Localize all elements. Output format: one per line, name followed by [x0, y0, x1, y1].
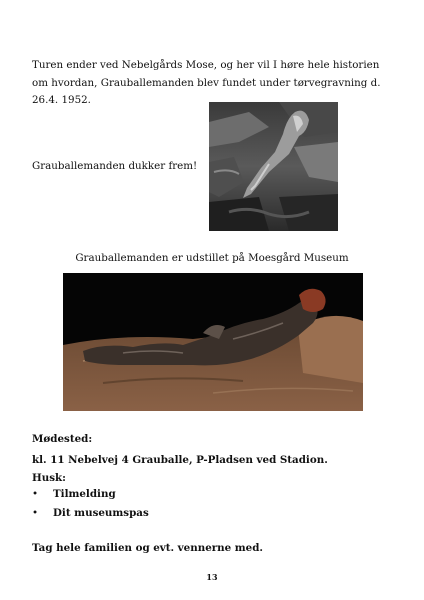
discovery-photo — [209, 102, 338, 231]
list-item — [32, 504, 149, 523]
page-number: 13 — [206, 572, 218, 582]
closing-line: Tag hele familien og evt. vennerne med. — [32, 542, 264, 554]
checklist — [32, 485, 149, 523]
meeting-label: Mødested: — [32, 433, 93, 445]
meeting-address: kl. 11 Nebelvej 4 Grauballe, P-Pladsen ved Stadion. — [32, 454, 328, 466]
list-item-label: Tilmelding — [53, 488, 116, 500]
photo-caption-discovery: Grauballemanden dukker frem! — [32, 160, 198, 172]
remember-label: Husk: — [32, 472, 66, 484]
intro-paragraph: Turen ender ved Nebelgårds Mose, og her vil I høre hele historien om hvordan, Grauballemanden blev fundet under tørvegravning d. 26.4. 1952. — [32, 59, 381, 106]
museum-photo — [63, 273, 363, 411]
photo-caption-museum: Grauballemanden er udstillet på Moesgård Museum — [75, 252, 349, 264]
list-item — [32, 485, 149, 504]
bullet-icon: • — [32, 488, 39, 500]
list-item-label: Dit museumspas — [53, 507, 149, 519]
bullet-icon: • — [32, 507, 39, 519]
